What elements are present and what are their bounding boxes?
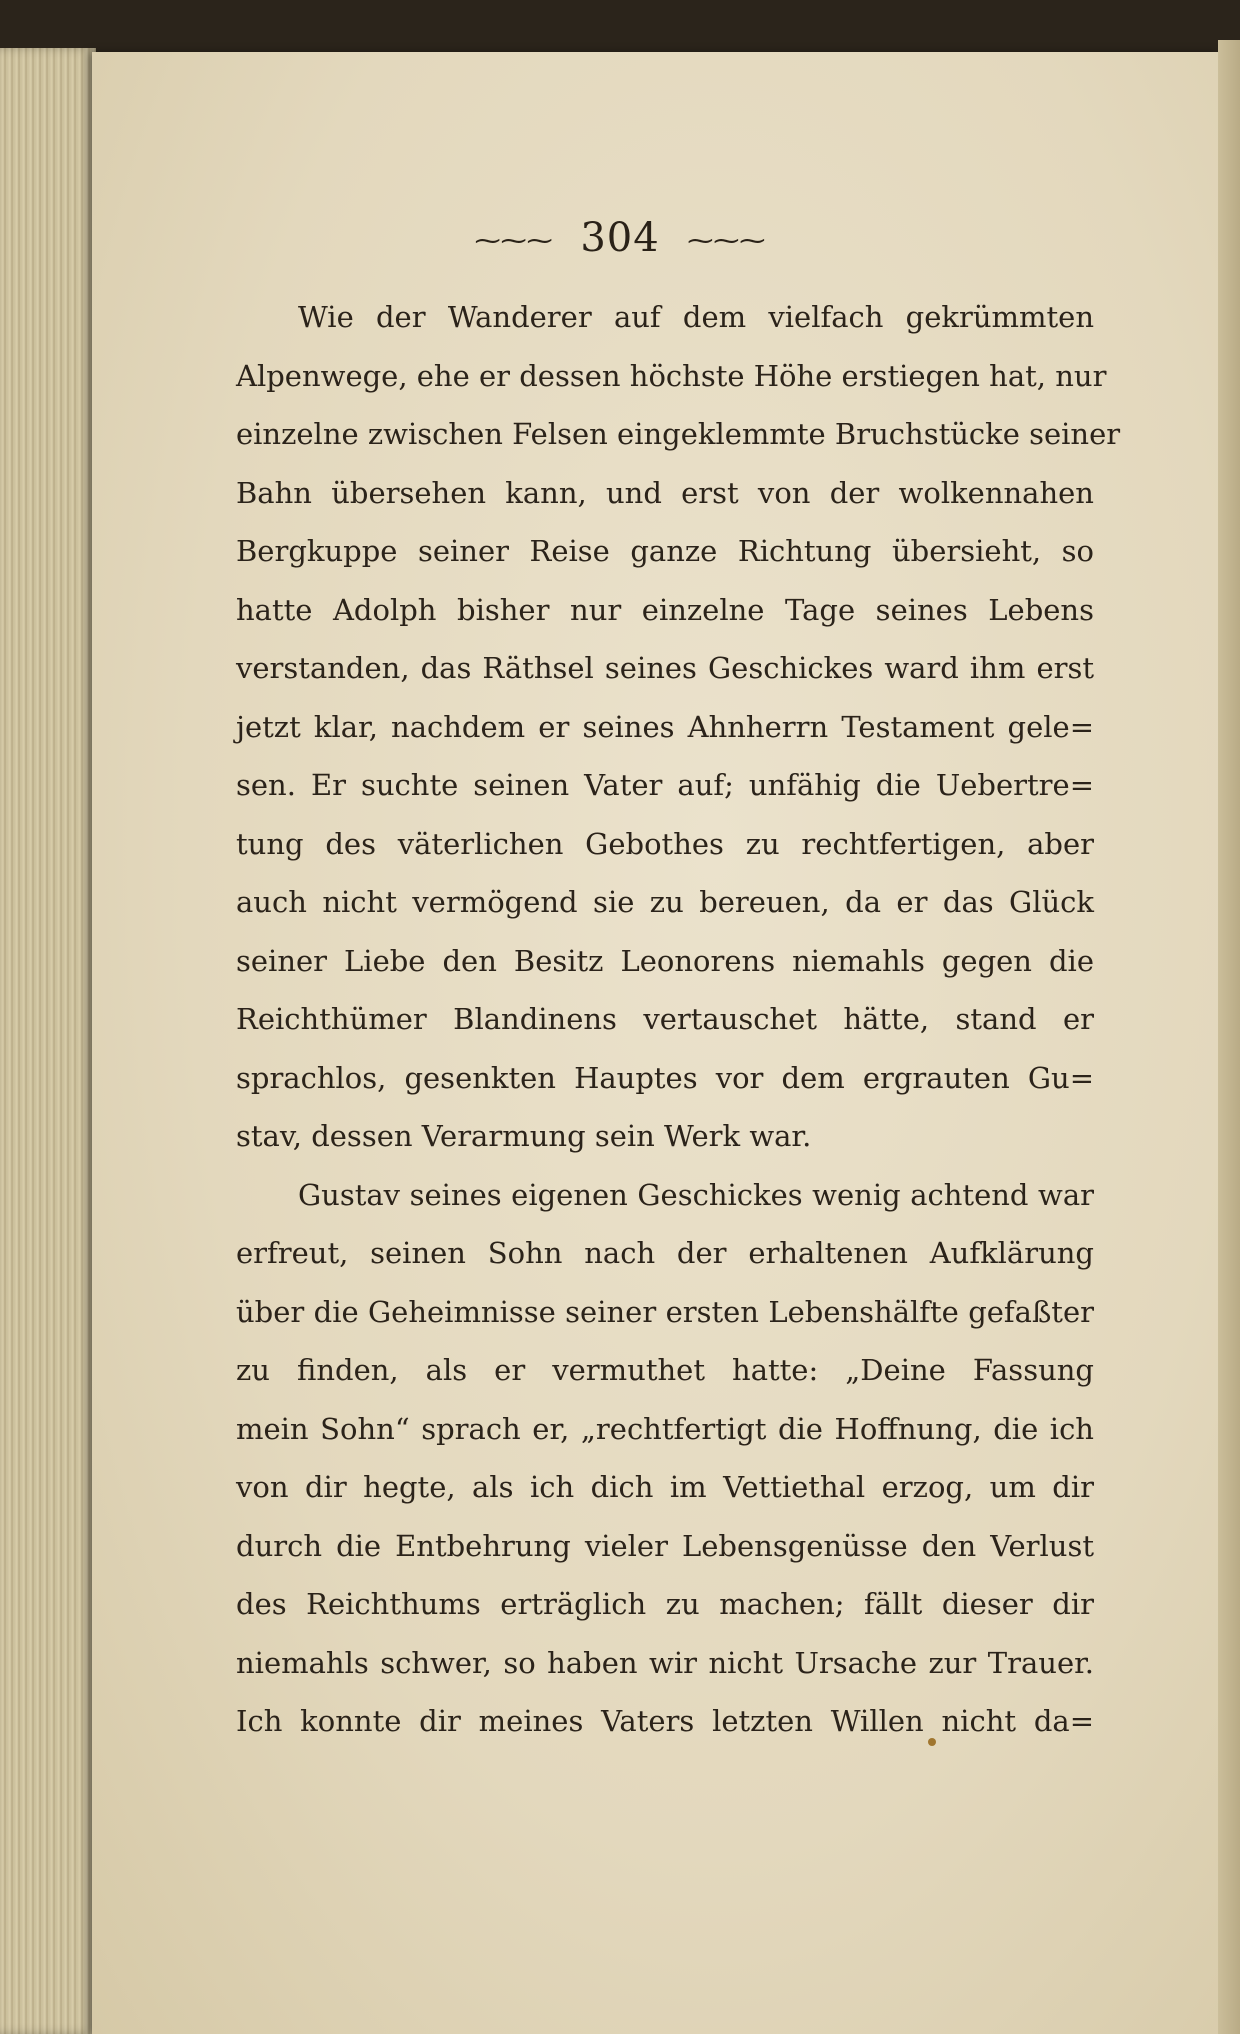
text-line: Reichthümer Blandinens vertauschet hätte, stand er — [236, 1002, 1094, 1036]
header-ornament-left: ⁓⁓⁓ — [474, 226, 553, 256]
text-line: sen. Er suchte seinen Vater auf; unfähig die Uebertre= — [236, 768, 1094, 802]
page-number: 304 — [580, 215, 660, 261]
text-line: Alpenwege, ehe er dessen höchste Höhe erstiegen hat, nur — [236, 358, 1107, 393]
text-line: jetzt klar, nachdem er seines Ahnherrn Testament gele= — [236, 709, 1094, 744]
text-line: stav, dessen Verarmung sein Werk war. — [236, 1119, 812, 1153]
page-right-edge — [1218, 40, 1240, 2034]
paper-stain — [928, 1738, 936, 1746]
text-line: über die Geheimnisse seiner ersten Lebenshälfte gefaßter — [236, 1294, 1094, 1329]
text-line: einzelne zwischen Felsen eingeklemmte Bruchstücke seiner — [236, 417, 1121, 451]
text-line: niemahls schwer, so haben wir nicht Ursache zur Trauer. — [236, 1645, 1094, 1680]
text-line: mein Sohn“ sprach er, „rechtfertigt die Hoffnung, die ich — [236, 1411, 1094, 1446]
page-edges-stack — [0, 48, 96, 2034]
body-text — [236, 288, 1121, 1751]
text-line: durch die Entbehrung vieler Lebensgenüsse den Verlust — [236, 1528, 1094, 1563]
text-line: Gustav seines eigenen Geschickes wenig achtend war — [298, 1177, 1094, 1212]
text-line: verstanden, das Räthsel seines Geschickes ward ihm erst — [236, 651, 1094, 685]
text-line: Bergkuppe seiner Reise ganze Richtung übersieht, so — [236, 534, 1094, 568]
header-ornament-right: ⁓⁓⁓ — [687, 226, 766, 256]
text-line: hatte Adolph bisher nur einzelne Tage seines Lebens — [236, 592, 1094, 627]
text-line: tung des väterlichen Gebothes zu rechtfertigen, aber — [236, 826, 1094, 861]
text-line: zu finden, als er vermuthet hatte: „Deine Fassung — [236, 1353, 1094, 1387]
text-line: erfreut, seinen Sohn nach der erhaltenen Aufklärung — [236, 1236, 1094, 1270]
text-line: seiner Liebe den Besitz Leonorens niemahls gegen die — [236, 943, 1094, 978]
text-line: Ich konnte dir meines Vaters letzten Willen nicht da= — [236, 1704, 1094, 1738]
page-header — [0, 215, 1240, 261]
text-line: auch nicht vermögend sie zu bereuen, da er das Glück — [236, 885, 1094, 919]
text-line: Wie der Wanderer auf dem vielfach gekrümmten — [298, 300, 1094, 334]
text-line: sprachlos, gesenkten Hauptes vor dem ergrauten Gu= — [236, 1060, 1094, 1095]
text-line: des Reichthums erträglich zu machen; fällt dieser dir — [236, 1587, 1094, 1621]
text-line: von dir hegte, als ich dich im Vettiethal erzog, um dir — [236, 1470, 1094, 1504]
text-line: Bahn übersehen kann, und erst von der wolkennahen — [236, 475, 1094, 510]
